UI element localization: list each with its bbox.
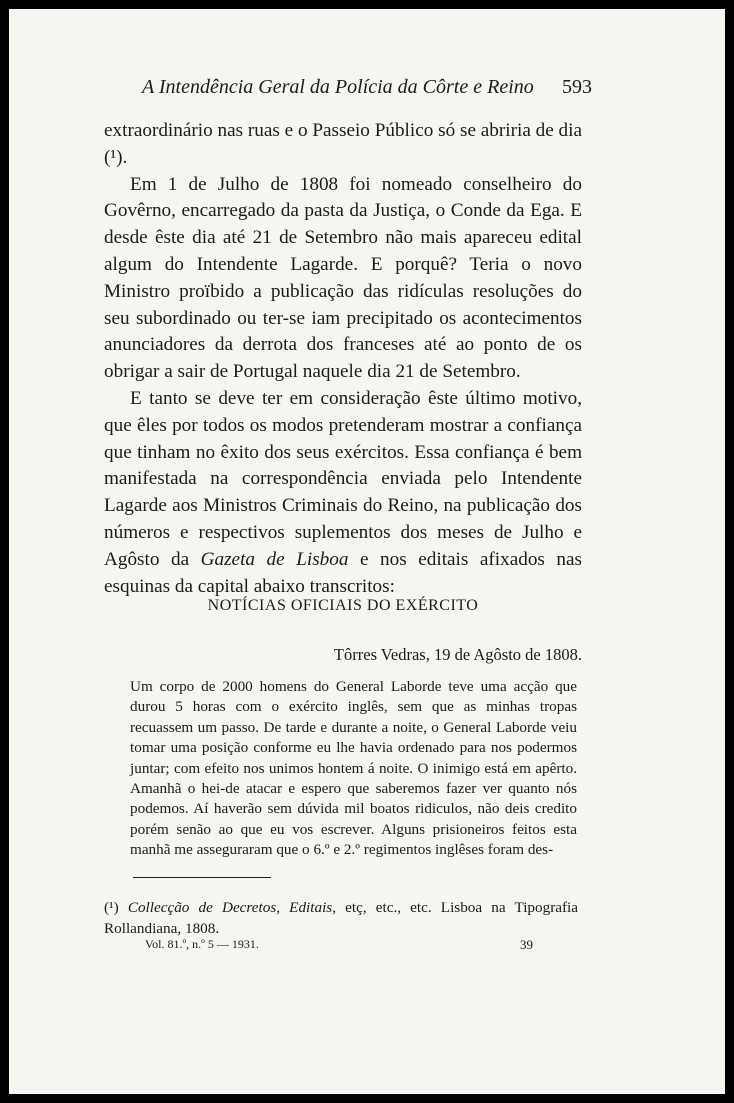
newspaper-title: Gazeta de Lisboa [200,548,349,570]
paragraph-1: extraordinário nas ruas e o Passeio Público só se abriria de dia (¹). [104,120,582,168]
footnote-rest: etç, etc., etc. Lisboa na Tipografia Rollandiana, 1808. [104,899,579,937]
footnote [104,897,578,939]
dateline: Tôrres Vedras, 19 de Agôsto de 1808. [333,645,582,664]
footnote-title: Collecção de Decretos, Editais, [127,899,336,916]
running-header [142,76,592,99]
paragraph-3-text-a: E tanto se deve ter em consideração êste último motivo, que êles por todos os modos pretenderam mostrar a confiança que tinham no êxito dos seus exércitos. Essa confiança é bem manifestada na correspondência enviada pelo Intendente Lagarde aos Ministros Criminais do Reino, na publicação dos números e respectivos suplementos dos meses de Julho e Agôsto da [104,387,582,570]
paragraph-3 [104,386,582,600]
footnote-rule [133,877,271,878]
footnote-marker: (¹) [104,899,119,916]
page-number: 593 [562,76,592,98]
bulletin-text: Um corpo de 2000 homens do General Laborde teve uma acção que durou 5 horas com o exército inglês, sem que as minhas tropas recuassem um passo. De tarde e durante a noite, o General Laborde veiu tomar uma posição conforme eu lhe havia ordenado para nos podermos juntar; com efeito nos unimos hontem á noite. O inimigo está em apêrto. Amanhã o hei-de atacar e espero que saberemos fazer ver quanto nós podemos. Aí haverão sem dúvida mil boatos ridiculos, não deis credito porém senão ao que eu vos escrever. Alguns prisioneiros feitos esta manhã me asseguraram que o 6.º e 2.º regimentos inglêses foram des- [130,678,577,859]
paragraph-2: Em 1 de Julho de 1808 foi nomeado conselheiro do Govêrno, encarregado da pasta da Justiça, o Conde da Ega. E desde êste dia até 21 de Setembro não mais apareceu edital algum do Intendente Lagarde. E porquê? Teria o novo Ministro proïbido a publicação das ridículas resoluções do seu subordinado ou ter-se iam precipitado os acontecimentos anunciadores da derrota dos franceses até ao ponto de os obrigar a sair de Portugal naquele dia 21 de Setembro. [104,173,582,383]
section-title: NOTÍCIAS OFICIAIS DO EXÉRCITO [207,597,479,614]
gathering-number: 39 [520,937,533,952]
quoted-bulletin [130,677,577,861]
paragraph-3-text-b: e nos editais afixados nas esquinas da capital abaixo transcritos: [104,548,583,597]
body-text [104,118,582,600]
volume-signature: Vol. 81.º, n.º 5 — 1931. [145,937,259,951]
running-title: A Intendência Geral da Polícia da Côrte e Reino [142,76,534,98]
